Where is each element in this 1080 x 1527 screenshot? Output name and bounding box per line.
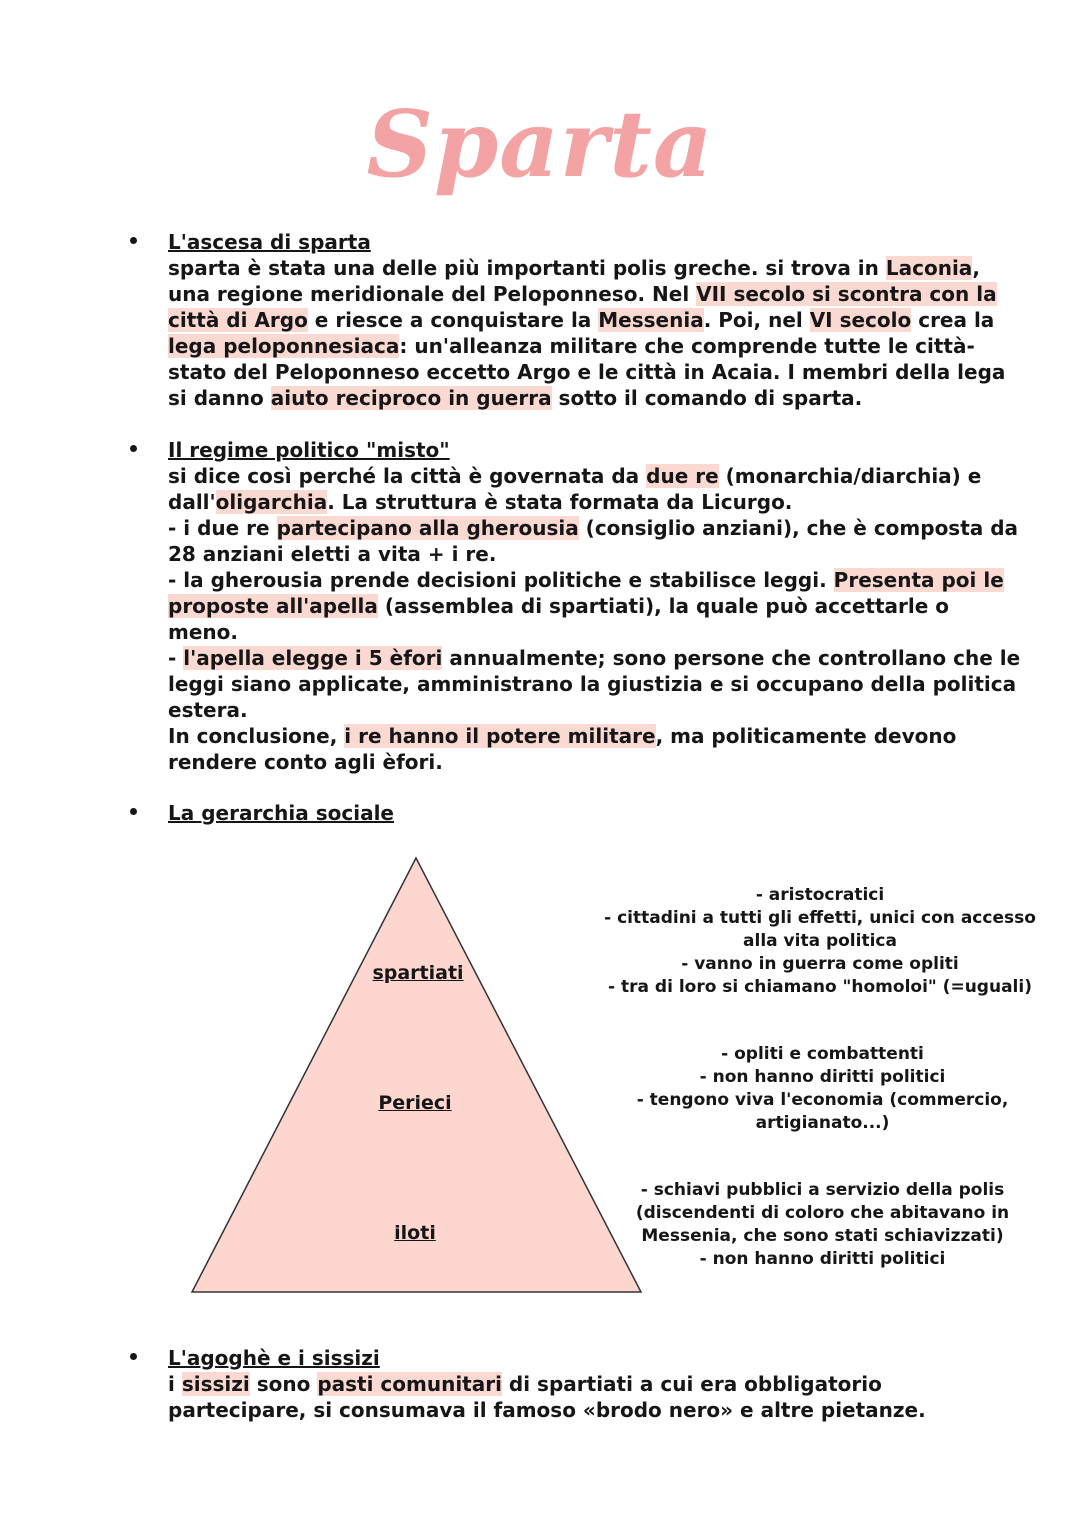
section-heading: La gerarchia sociale bbox=[168, 801, 394, 825]
section-text: si dice così perché la città è governata da due re (monarchia/diarchia) e dall'oligarchia. La struttura è stata formata da Licurgo. - i due re partecipano alla gherousia (consiglio anziani), che è composta da 28 anziani eletti a vita + i re. - la gherousia prende decisioni politiche e stabilisce leggi. Presenta poi le proposte all'apella (assemblea di spartiati), la quale può accettarle o meno. - l'apella elegge i 5 èfori annualmente; sono persone che controllano che le leggi siano applicate, amministrano la giustizia e si occupano della politica estera. In conclusione, i re hanno il potere militare, ma politicamente devono rendere conto agli èfori. bbox=[168, 464, 1021, 774]
section-heading: Il regime politico "misto" bbox=[168, 438, 450, 462]
desc-iloti: - schiavi pubblici a servizio della polis (discendenti di coloro che abitavano in Messenia, che sono stati schiavizzati) - non hanno diritti politici bbox=[635, 1180, 1010, 1269]
section-text: i sissizi sono pasti comunitari di spartiati a cui era obbligatorio partecipare, si consumava il famoso «brodo nero» e altre pietanze. bbox=[168, 1372, 926, 1422]
section-heading: L'ascesa di sparta bbox=[168, 230, 371, 254]
section-regime bbox=[168, 437, 1021, 775]
desc-spartiati: - aristocratici - cittadini a tutti gli effetti, unici con accesso alla vita politica - vanno in guerra come opliti - tra di loro si chiamano "homoloi" (=uguali) bbox=[604, 885, 1036, 997]
bullet-icon bbox=[130, 237, 137, 244]
section-heading: L'agoghè e i sissizi bbox=[168, 1346, 380, 1370]
page-title: Sparta bbox=[366, 90, 714, 198]
bullet-icon bbox=[130, 445, 137, 452]
bullet-icon bbox=[130, 1353, 137, 1360]
bullet-icon bbox=[130, 808, 137, 815]
pyramid-label-iloti: iloti bbox=[394, 1222, 436, 1244]
desc-perieci: - opliti e combattenti - non hanno diritti politici - tengono viva l'economia (commercio, artigianato...) bbox=[636, 1044, 1009, 1133]
section-ascesa bbox=[168, 229, 1018, 411]
pyramid-label-spartiati: spartiati bbox=[372, 962, 464, 984]
pyramid-label-perieci: Perieci bbox=[378, 1092, 452, 1114]
section-agoghe bbox=[168, 1345, 1018, 1423]
section-gerarchia bbox=[168, 800, 1018, 826]
section-text: sparta è stata una delle più importanti polis greche. si trova in Laconia, una regione meridionale del Peloponneso. Nel VII secolo si scontra con la città di Argo e riesce a conquistare la Messenia. Poi, nel VI secolo crea la lega peloponnesiaca: un'alleanza militare che comprende tutte le città- stato del Peloponneso eccetto Argo e le città in Acaia. I membri della lega si danno aiuto reciproco in guerra sotto il comando di sparta. bbox=[168, 256, 1006, 410]
